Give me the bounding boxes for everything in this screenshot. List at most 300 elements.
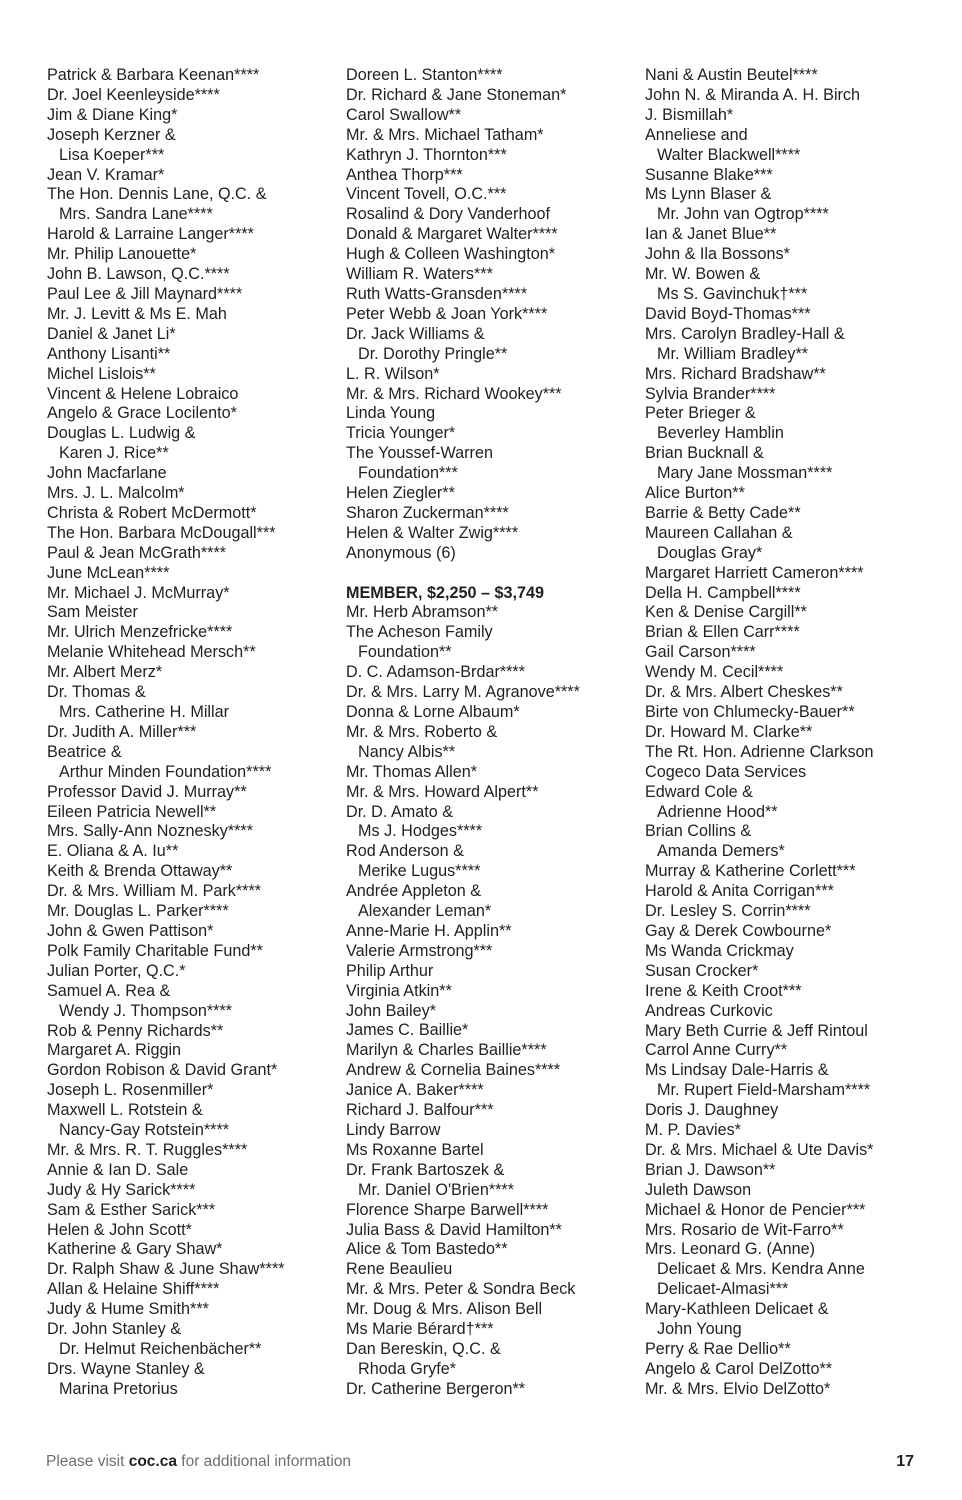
donor-entry bbox=[47, 504, 339, 524]
donor-entry bbox=[645, 385, 945, 405]
donor-name: Donna & Lorne Albaum* bbox=[346, 702, 520, 721]
donor-name: Mrs. Richard Bradshaw** bbox=[645, 364, 826, 383]
donor-entry bbox=[346, 683, 638, 703]
donor-entry bbox=[346, 942, 638, 962]
donor-entry bbox=[346, 723, 638, 763]
donor-name: John & Gwen Pattison* bbox=[47, 921, 214, 940]
donor-entry bbox=[645, 484, 945, 504]
donor-name: Barrie & Betty Cade** bbox=[645, 503, 801, 522]
donor-entry bbox=[645, 504, 945, 524]
donor-name: Dr. & Mrs. William M. Park**** bbox=[47, 882, 262, 901]
donor-column-2 bbox=[346, 66, 638, 1400]
footer-prefix: Please visit bbox=[46, 1453, 129, 1470]
donor-name: Anneliese and bbox=[645, 125, 748, 144]
donor-entry bbox=[47, 842, 339, 862]
donor-name: The Hon. Barbara McDougall*** bbox=[47, 523, 276, 542]
donor-entry bbox=[47, 922, 339, 942]
donor-name: Daniel & Janet Li* bbox=[47, 324, 176, 343]
donor-name: Edward Cole & bbox=[645, 782, 753, 801]
donor-name: Donald & Margaret Walter**** bbox=[346, 225, 558, 244]
donor-name: Harold & Larraine Langer**** bbox=[47, 225, 254, 244]
donor-name: Dan Bereskin, Q.C. & bbox=[346, 1339, 501, 1358]
donor-entry bbox=[645, 305, 945, 325]
donor-entry bbox=[645, 922, 945, 942]
donor-name: Brian Collins & bbox=[645, 822, 752, 841]
donor-name: Andrée Appleton & bbox=[346, 882, 482, 901]
donor-entry bbox=[645, 783, 945, 823]
donor-entry bbox=[645, 643, 945, 663]
donor-name: Polk Family Charitable Fund** bbox=[47, 941, 263, 960]
donor-entry bbox=[645, 663, 945, 683]
donor-entry bbox=[346, 245, 638, 265]
donor-name: Dr. Judith A. Miller*** bbox=[47, 722, 197, 741]
donor-name: Anonymous (6) bbox=[346, 543, 456, 562]
donor-entry bbox=[645, 225, 945, 245]
donor-name: Allan & Helaine Shiff**** bbox=[47, 1280, 220, 1299]
donor-name: Della H. Campbell**** bbox=[645, 583, 801, 602]
donor-name: Hugh & Colleen Washington* bbox=[346, 245, 556, 264]
donor-name-continued: Beverley Hamblin bbox=[657, 424, 784, 443]
donor-name: Douglas L. Ludwig & bbox=[47, 424, 196, 443]
footer-link[interactable]: coc.ca bbox=[128, 1453, 177, 1470]
donor-name: Jim & Diane King* bbox=[47, 105, 178, 124]
donor-name-continued: Mary Jane Mossman**** bbox=[657, 464, 833, 483]
donor-entry bbox=[645, 365, 945, 385]
donor-name: Harold & Anita Corrigan*** bbox=[645, 882, 834, 901]
donor-entry bbox=[47, 365, 339, 385]
donor-name: Julia Bass & David Hamilton** bbox=[346, 1220, 562, 1239]
donor-name: Dr. Catherine Bergeron** bbox=[346, 1379, 526, 1398]
donor-name: Mr. & Mrs. Peter & Sondra Beck bbox=[346, 1280, 576, 1299]
donor-entry bbox=[645, 603, 945, 623]
donor-name: Dr. Frank Bartoszek & bbox=[346, 1160, 505, 1179]
donor-entry bbox=[47, 902, 339, 922]
donor-name: Ms Lindsay Dale-Harris & bbox=[645, 1061, 829, 1080]
donor-name: Ruth Watts-Gransden**** bbox=[346, 284, 528, 303]
donor-name: Alice & Tom Bastedo** bbox=[346, 1240, 508, 1259]
donor-name: June McLean**** bbox=[47, 563, 170, 582]
donor-entry bbox=[47, 643, 339, 663]
donor-entry bbox=[47, 1280, 339, 1300]
donor-entry bbox=[47, 385, 339, 405]
donor-entry bbox=[346, 1300, 638, 1320]
donor-entry bbox=[346, 544, 638, 564]
donor-entry bbox=[346, 106, 638, 126]
donor-name-continued: Delicaet & Mrs. Kendra Anne bbox=[657, 1260, 865, 1279]
donor-entry bbox=[645, 1360, 945, 1380]
donor-entry bbox=[47, 265, 339, 285]
donor-entry bbox=[47, 663, 339, 683]
donor-entry bbox=[47, 1101, 339, 1141]
donor-entry bbox=[645, 942, 945, 962]
donor-entry bbox=[645, 1121, 945, 1141]
donor-name: Florence Sharpe Barwell**** bbox=[346, 1200, 549, 1219]
donor-entry bbox=[346, 404, 638, 424]
donor-entry bbox=[645, 902, 945, 922]
donor-name: Sam & Esther Sarick*** bbox=[47, 1200, 216, 1219]
donor-name: Richard J. Balfour*** bbox=[346, 1101, 494, 1120]
donor-name: Joseph Kerzner & bbox=[47, 125, 176, 144]
donor-name-continued: Adrienne Hood** bbox=[657, 802, 778, 821]
donor-name: Sam Meister bbox=[47, 603, 138, 622]
donor-name-continued: Rhoda Gryfe* bbox=[358, 1359, 457, 1378]
donor-name: Judy & Hume Smith*** bbox=[47, 1300, 209, 1319]
footer-suffix: for additional information bbox=[176, 1453, 352, 1470]
donor-entry bbox=[645, 1041, 945, 1061]
donor-name: D. C. Adamson-Brdar**** bbox=[346, 663, 526, 682]
donor-entry bbox=[47, 882, 339, 902]
donor-name: Mary Beth Currie & Jeff Rintoul bbox=[645, 1021, 868, 1040]
donor-name: Juleth Dawson bbox=[645, 1180, 752, 1199]
donor-entry bbox=[645, 743, 945, 763]
donor-name: Margaret Harriett Cameron**** bbox=[645, 563, 864, 582]
donor-entry bbox=[47, 166, 339, 186]
donor-entry bbox=[346, 1161, 638, 1201]
donor-name: Murray & Katherine Corlett*** bbox=[645, 862, 856, 881]
donor-name-continued: Mr. John van Ogtrop**** bbox=[657, 205, 829, 224]
donor-entry bbox=[47, 1081, 339, 1101]
donor-entry bbox=[346, 86, 638, 106]
donor-column-3 bbox=[645, 66, 945, 1400]
donor-entry bbox=[47, 962, 339, 982]
donor-name: Mr. W. Bowen & bbox=[645, 265, 761, 284]
donor-name-continued: Nancy Albis** bbox=[358, 742, 456, 761]
donor-entry bbox=[645, 404, 945, 444]
donor-entry bbox=[47, 524, 339, 544]
donor-entry bbox=[645, 1240, 945, 1300]
donor-name: Perry & Rae Dellio** bbox=[645, 1340, 791, 1358]
donor-entry bbox=[645, 1201, 945, 1221]
donor-name: Dr. Richard & Jane Stoneman* bbox=[346, 85, 567, 104]
donor-name: Mrs. Carolyn Bradley-Hall & bbox=[645, 324, 845, 343]
donor-name: Julian Porter, Q.C.* bbox=[47, 961, 186, 980]
donor-entry bbox=[47, 1061, 339, 1081]
donor-entry bbox=[346, 146, 638, 166]
donor-name-continued: Karen J. Rice** bbox=[59, 444, 169, 463]
donor-name: M. P. Davies* bbox=[645, 1121, 741, 1140]
donor-entry bbox=[346, 1121, 638, 1141]
donor-name-continued: Mr. Daniel O'Brien**** bbox=[358, 1180, 515, 1199]
donor-entry bbox=[645, 265, 945, 305]
donor-name: Paul Lee & Jill Maynard**** bbox=[47, 284, 243, 303]
donor-name-continued: Nancy-Gay Rotstein**** bbox=[59, 1121, 230, 1140]
donor-entry bbox=[47, 424, 339, 464]
donor-column-1 bbox=[47, 66, 339, 1400]
donor-name: Dr. Jack Williams & bbox=[346, 324, 485, 343]
donor-entry bbox=[645, 126, 945, 166]
donor-entry bbox=[346, 962, 638, 982]
donor-entry bbox=[346, 803, 638, 843]
donor-name: Mr. J. Levitt & Ms E. Mah bbox=[47, 304, 227, 323]
donor-name: Helen & Walter Zwig**** bbox=[346, 523, 519, 542]
donor-name: Mrs. Rosario de Wit-Farro** bbox=[645, 1220, 844, 1239]
donor-entry bbox=[645, 982, 945, 1002]
donor-name: Mr. Doug & Mrs. Alison Bell bbox=[346, 1300, 543, 1319]
donor-entry bbox=[346, 1041, 638, 1061]
donor-name: Dr. John Stanley & bbox=[47, 1320, 182, 1339]
donor-entry bbox=[645, 325, 945, 365]
donor-entry bbox=[346, 365, 638, 385]
donor-entry bbox=[346, 1021, 638, 1041]
donor-name: John B. Lawson, Q.C.**** bbox=[47, 265, 230, 284]
donor-name: Mr. Thomas Allen* bbox=[346, 762, 478, 781]
donor-entry bbox=[346, 1061, 638, 1081]
donor-name: Christa & Robert McDermott* bbox=[47, 503, 257, 522]
donor-name: Eileen Patricia Newell** bbox=[47, 802, 217, 821]
donor-name-continued: Foundation*** bbox=[358, 464, 458, 483]
donor-name-continued: Wendy J. Thompson**** bbox=[59, 1001, 233, 1020]
donor-name: Peter Brieger & bbox=[645, 404, 756, 423]
donor-entry bbox=[346, 305, 638, 325]
donor-name: Mrs. J. L. Malcolm* bbox=[47, 484, 185, 503]
donor-name-continued: Alexander Leman* bbox=[358, 902, 492, 921]
donor-entry bbox=[346, 1240, 638, 1260]
donor-name: E. Oliana & A. Iu** bbox=[47, 842, 179, 861]
donor-entry bbox=[47, 305, 339, 325]
donor-entry bbox=[346, 524, 638, 544]
donor-entry bbox=[47, 942, 339, 962]
donor-name-continued: Dr. Dorothy Pringle** bbox=[358, 344, 508, 363]
donor-name-continued: Mrs. Sandra Lane**** bbox=[59, 205, 213, 224]
donor-entry bbox=[346, 166, 638, 186]
donor-name: Rene Beaulieu bbox=[346, 1260, 453, 1279]
donor-entry bbox=[346, 1141, 638, 1161]
donor-entry bbox=[645, 66, 945, 86]
donor-name: Helen Ziegler** bbox=[346, 484, 455, 503]
donor-entry bbox=[346, 783, 638, 803]
donor-name: Ken & Denise Cargill** bbox=[645, 603, 807, 622]
donor-name: The Hon. Dennis Lane, Q.C. & bbox=[47, 185, 267, 204]
donor-name: Mrs. Sally-Ann Noznesky**** bbox=[47, 822, 254, 841]
donor-name-continued: Ms J. Hodges**** bbox=[358, 822, 483, 841]
donor-name: Lindy Barrow bbox=[346, 1121, 441, 1140]
donor-name: Michael & Honor de Pencier*** bbox=[645, 1200, 866, 1219]
donor-name: Carol Swallow** bbox=[346, 105, 462, 124]
donor-entry bbox=[47, 1240, 339, 1260]
donor-entry bbox=[47, 803, 339, 823]
donor-name-continued: Mr. William Bradley** bbox=[657, 344, 809, 363]
donor-entry bbox=[346, 1340, 638, 1380]
donor-entry bbox=[346, 763, 638, 783]
donor-name: Mr. & Mrs. Howard Alpert** bbox=[346, 782, 539, 801]
donor-entry bbox=[47, 783, 339, 803]
donor-name: Michel Lislois** bbox=[47, 364, 156, 383]
donor-entry bbox=[47, 1221, 339, 1241]
donor-name: Susan Crocker* bbox=[645, 961, 759, 980]
donor-name: Rod Anderson & bbox=[346, 842, 464, 861]
donor-name: Patrick & Barbara Keenan**** bbox=[47, 66, 260, 84]
donor-name: Birte von Chlumecky-Bauer** bbox=[645, 703, 855, 721]
donor-name: MEMBER, $2,250 – $3,749 bbox=[346, 583, 544, 602]
donor-entry bbox=[47, 1041, 339, 1061]
donor-entry bbox=[346, 703, 638, 723]
donor-entry bbox=[346, 663, 638, 683]
donor-entry bbox=[47, 1141, 339, 1161]
donor-entry bbox=[346, 325, 638, 365]
donor-entry bbox=[346, 126, 638, 146]
donor-entry bbox=[47, 1022, 339, 1042]
donor-name-continued: Amanda Demers* bbox=[657, 842, 785, 861]
donor-name: J. Bismillah* bbox=[645, 105, 734, 124]
donor-entry bbox=[645, 584, 945, 604]
donor-entry bbox=[47, 1320, 339, 1360]
donor-entry bbox=[645, 1221, 945, 1241]
donor-entry bbox=[346, 1201, 638, 1221]
spacer bbox=[346, 564, 638, 584]
donor-entry bbox=[47, 345, 339, 365]
donor-entry bbox=[645, 862, 945, 882]
footer-note bbox=[46, 1453, 351, 1471]
section-heading bbox=[346, 584, 638, 604]
donor-entry bbox=[645, 1380, 945, 1400]
donor-name: Tricia Younger* bbox=[346, 424, 456, 443]
donor-name: Maureen Callahan & bbox=[645, 523, 793, 542]
donor-name-continued: Marina Pretorius bbox=[59, 1379, 178, 1398]
donor-name: Marilyn & Charles Baillie**** bbox=[346, 1041, 547, 1060]
donor-name: Mr. Herb Abramson** bbox=[346, 603, 499, 622]
donor-name: Katherine & Gary Shaw* bbox=[47, 1240, 223, 1259]
donor-entry bbox=[47, 126, 339, 166]
donor-entry bbox=[645, 524, 945, 564]
donor-name: Melanie Whitehead Mersch** bbox=[47, 643, 256, 662]
donor-name: Dr. & Mrs. Larry M. Agranove**** bbox=[346, 683, 580, 702]
donor-name: Irene & Keith Croot*** bbox=[645, 981, 802, 1000]
donor-name: The Acheson Family bbox=[346, 623, 493, 642]
donor-name: Anne-Marie H. Applin** bbox=[346, 921, 512, 940]
donor-entry bbox=[47, 66, 339, 86]
donor-name: Dr. Lesley S. Corrin**** bbox=[645, 902, 811, 921]
donor-name: John & Ila Bossons* bbox=[645, 245, 790, 264]
donor-name: Virginia Atkin** bbox=[346, 981, 452, 1000]
donor-entry bbox=[645, 1002, 945, 1022]
donor-entry bbox=[346, 265, 638, 285]
donor-name: Professor David J. Murray** bbox=[47, 782, 247, 801]
donor-name: The Youssef-Warren bbox=[346, 444, 493, 463]
page-number: 17 bbox=[896, 1453, 914, 1470]
donor-entry bbox=[645, 1161, 945, 1181]
donor-name: Mr. Philip Lanouette* bbox=[47, 245, 197, 264]
donor-name-continued: Merike Lugus**** bbox=[358, 862, 481, 881]
donor-entry bbox=[346, 842, 638, 882]
donor-entry bbox=[346, 1002, 638, 1022]
donor-name: Dr. Ralph Shaw & June Shaw**** bbox=[47, 1260, 285, 1279]
donor-entry bbox=[47, 683, 339, 723]
donor-name: Annie & Ian D. Sale bbox=[47, 1160, 189, 1179]
donor-entry bbox=[645, 723, 945, 743]
donor-entry bbox=[47, 106, 339, 126]
donor-name: Helen & John Scott* bbox=[47, 1220, 192, 1239]
donor-name: Rosalind & Dory Vanderhoof bbox=[346, 205, 550, 224]
donor-name: Angelo & Grace Locilento* bbox=[47, 404, 237, 423]
donor-entry bbox=[346, 623, 638, 663]
donor-entry bbox=[645, 1101, 945, 1121]
donor-entry bbox=[645, 1141, 945, 1161]
donor-entry bbox=[645, 1300, 945, 1340]
donor-name: Carrol Anne Curry** bbox=[645, 1041, 788, 1060]
donor-entry bbox=[47, 185, 339, 225]
donor-entry bbox=[47, 325, 339, 345]
donor-entry bbox=[346, 504, 638, 524]
donor-entry bbox=[645, 1022, 945, 1042]
donor-name: Janice A. Baker**** bbox=[346, 1081, 484, 1100]
donor-name: Sylvia Brander**** bbox=[645, 384, 776, 403]
donor-name: Andrew & Cornelia Baines**** bbox=[346, 1061, 561, 1080]
donor-entry bbox=[346, 205, 638, 225]
donor-name-continued: John Young bbox=[657, 1320, 742, 1339]
donor-entry bbox=[47, 623, 339, 643]
donor-entry bbox=[645, 185, 945, 225]
donor-entry bbox=[47, 1201, 339, 1221]
donor-name: Susanne Blake*** bbox=[645, 165, 773, 184]
donor-name: Mary-Kathleen Delicaet & bbox=[645, 1300, 829, 1319]
donor-name: Mr. Albert Merz* bbox=[47, 663, 163, 682]
donor-entry bbox=[645, 882, 945, 902]
donor-name: David Boyd-Thomas*** bbox=[645, 304, 811, 323]
donor-name-continued: Mr. Rupert Field-Marsham**** bbox=[657, 1081, 871, 1100]
donor-name-continued: Douglas Gray* bbox=[657, 543, 763, 562]
donor-name: Ms Roxanne Bartel bbox=[346, 1140, 484, 1159]
donor-name: Dr. Howard M. Clarke** bbox=[645, 722, 813, 741]
donor-name: Wendy M. Cecil**** bbox=[645, 663, 784, 682]
donor-entry bbox=[645, 703, 945, 723]
donor-name: Dr. & Mrs. Michael & Ute Davis* bbox=[645, 1140, 874, 1159]
donor-entry bbox=[47, 584, 339, 604]
donor-entry bbox=[346, 285, 638, 305]
donor-entry bbox=[645, 962, 945, 982]
donor-name: Mrs. Leonard G. (Anne) bbox=[645, 1240, 816, 1259]
donor-name: Philip Arthur bbox=[346, 961, 434, 980]
donor-name: Judy & Hy Sarick**** bbox=[47, 1180, 196, 1199]
donor-name: Mr. Michael J. McMurray* bbox=[47, 583, 230, 602]
donor-name: Linda Young bbox=[346, 404, 436, 423]
donor-name: Valerie Armstrong*** bbox=[346, 941, 493, 960]
donor-entry bbox=[47, 404, 339, 424]
donor-name: Maxwell L. Rotstein & bbox=[47, 1101, 203, 1120]
donor-name: Cogeco Data Services bbox=[645, 762, 807, 781]
donor-name-continued: Walter Blackwell**** bbox=[657, 145, 801, 164]
donor-name: Rob & Penny Richards** bbox=[47, 1021, 224, 1040]
donor-name: Keith & Brenda Ottaway** bbox=[47, 862, 233, 881]
donor-entry bbox=[346, 444, 638, 484]
donor-name: Dr. Thomas & bbox=[47, 683, 146, 702]
donor-name: Ms Lynn Blaser & bbox=[645, 185, 772, 204]
donor-name: Drs. Wayne Stanley & bbox=[47, 1359, 205, 1378]
donor-entry bbox=[47, 862, 339, 882]
donor-entry bbox=[47, 464, 339, 484]
donor-name-continued: Arthur Minden Foundation**** bbox=[59, 762, 272, 781]
donor-name-continued: Foundation** bbox=[358, 643, 452, 662]
donor-name: Brian & Ellen Carr**** bbox=[645, 623, 800, 642]
donor-name: The Rt. Hon. Adrienne Clarkson bbox=[645, 742, 874, 761]
donor-entry bbox=[47, 1360, 339, 1400]
donor-entry bbox=[645, 822, 945, 862]
donor-entry bbox=[346, 1320, 638, 1340]
donor-name: John Bailey* bbox=[346, 1001, 436, 1020]
donor-entry bbox=[47, 822, 339, 842]
donor-entry bbox=[346, 225, 638, 245]
donor-entry bbox=[47, 743, 339, 783]
donor-entry bbox=[645, 683, 945, 703]
donor-entry bbox=[346, 484, 638, 504]
donor-entry bbox=[645, 106, 945, 126]
donor-name: L. R. Wilson* bbox=[346, 364, 440, 383]
donor-entry bbox=[47, 225, 339, 245]
donor-entry bbox=[346, 1260, 638, 1280]
donor-name: Gay & Derek Cowbourne* bbox=[645, 921, 832, 940]
donor-name: William R. Waters*** bbox=[346, 265, 493, 284]
donor-name: Vincent & Helene Lobraico bbox=[47, 384, 239, 403]
donor-name: Dr. D. Amato & bbox=[346, 802, 454, 821]
